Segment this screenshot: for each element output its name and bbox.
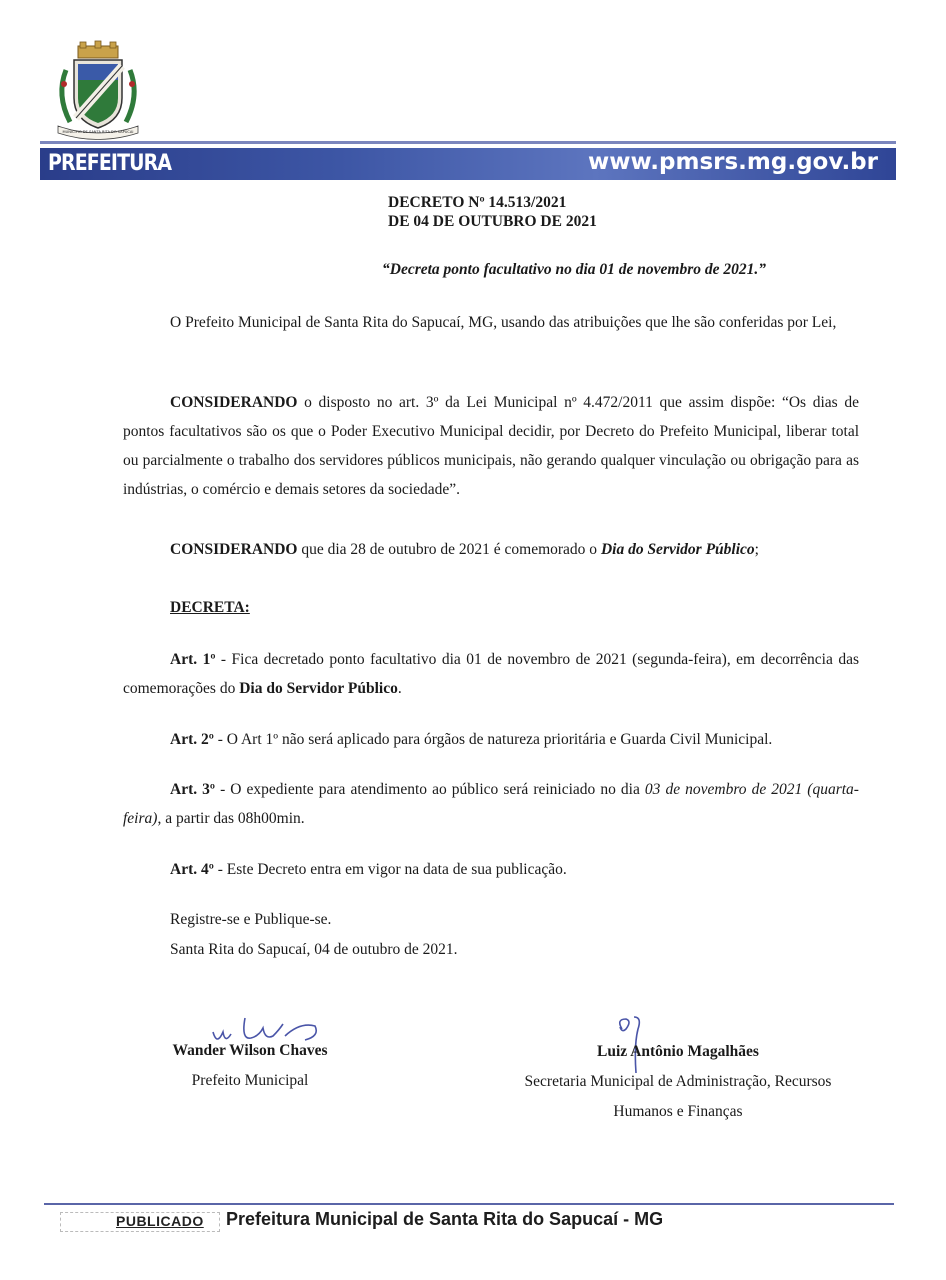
article-3-emphasis: 03 de novembro de 2021 (quarta-feira) [123,781,859,827]
article-1-label: Art. 1º [170,651,216,668]
article-3-text: - O expediente para atendimento ao público será reiniciado no dia [215,781,645,798]
signer-name: Wander Wilson Chaves [172,1042,328,1059]
article-4-text: - Este Decreto entra em vigor na data de sua publicação. [213,861,567,878]
decree-date: DE 04 DE OUTUBRO DE 2021 [388,213,597,230]
article-4-label: Art. 4º [170,861,214,878]
signer-role: Prefeito Municipal [191,1072,309,1089]
article-1-emphasis: Dia do Servidor Público [239,680,398,697]
closing-register: Registre-se e Publique-se. [170,911,332,928]
header-website-link[interactable]: www.pmsrs.mg.gov.br [588,149,878,175]
considerando-1-paragraph [123,388,859,504]
header-top-line [40,141,896,144]
article-1-paragraph [123,645,859,703]
article-1-end: . [397,680,402,697]
considerando-2-paragraph [170,535,759,564]
article-1-text: - Fica decretado ponto facultativo dia 01 de novembro de 2021 (segunda-feira), em decorrência das comemorações do [123,651,859,697]
published-stamp: PUBLICADO [116,1213,204,1229]
signer-name: Luiz Antônio Magalhães [597,1043,759,1060]
article-2-text: - O Art 1º não será aplicado para órgãos de natureza prioritária e Guarda Civil Municipal. [213,731,773,748]
decree-number: DECRETO Nº 14.513/2021 [388,194,567,211]
article-3-label: Art. 3º [170,781,216,798]
article-3-end: , a partir das 08h00min. [157,810,305,827]
footer-line [44,1203,894,1205]
considerando-1-label: CONSIDERANDO [170,394,298,411]
article-2-paragraph [170,725,772,754]
footer-text: Prefeitura Municipal de Santa Rita do Sapucaí - MG [226,1209,664,1229]
crest-ribbon-text: MUNICIPIO DE SANTA RITA DO SAPUCAI [62,130,134,134]
header-band [40,148,896,180]
signer-role: Secretaria Municipal de Administração, Recursos Humanos e Finanças [524,1073,832,1120]
article-2-label: Art. 2º [170,731,214,748]
article-3-paragraph [123,775,859,833]
intro-paragraph: O Prefeito Municipal de Santa Rita do Sapucaí, MG, usando das atribuições que lhe são conferidas por Lei, [170,314,837,331]
decreta-heading: DECRETA: [170,599,250,616]
decree-summary: “Decreta ponto facultativo no dia 01 de novembro de 2021.” [382,261,767,278]
considerando-2-emphasis: Dia do Servidor Público [600,541,755,558]
signature-block-mayor [140,1036,360,1096]
considerando-2-text: que dia 28 de outubro de 2021 é comemorado o [297,541,601,558]
header-prefeitura-label: PREFEITURA [48,151,172,176]
signature-block-secretary [498,1037,858,1127]
article-4-paragraph [170,855,567,884]
considerando-2-end: ; [754,541,759,558]
considerando-2-label: CONSIDERANDO [170,541,298,558]
considerando-1-text: o disposto no art. 3º da Lei Municipal nº 4.472/2011 que assim dispõe: “Os dias de pontos facultativos são os que o Poder Executivo Municipal decidir, por Decreto do Prefeito Municipal, liberar total ou parcialmente o trabalho dos servidores públicos municipais, não gerando qualquer vinculação ou obrigação para as indústrias, o comércio e demais setores da sociedade”. [123,394,859,498]
municipal-crest-logo [52,40,144,140]
closing-place-date: Santa Rita do Sapucaí, 04 de outubro de 2021. [170,941,458,958]
